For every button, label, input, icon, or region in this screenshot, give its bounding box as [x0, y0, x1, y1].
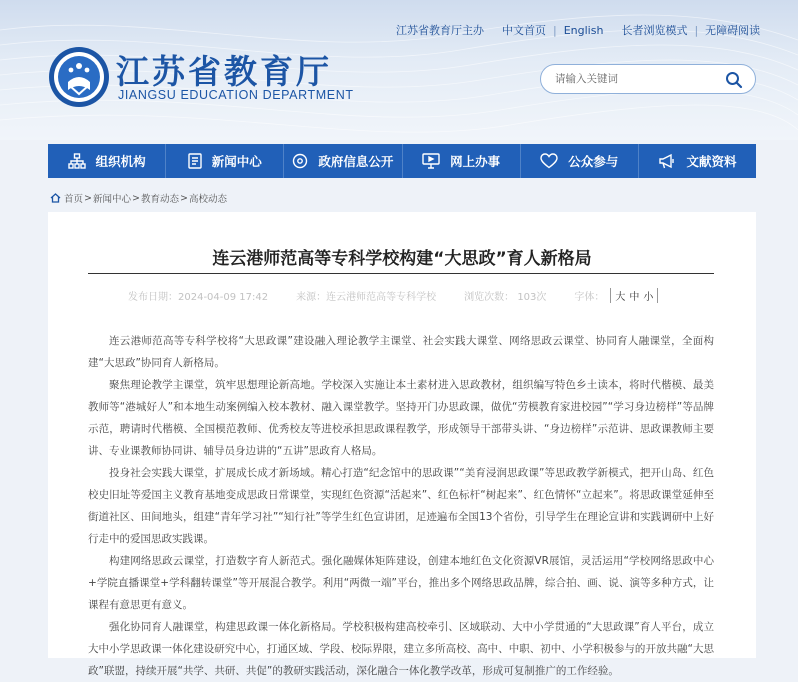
org-chart-icon: [68, 153, 86, 169]
document-icon: [188, 153, 202, 169]
eye-icon: [292, 153, 308, 169]
heart-icon: [540, 153, 558, 169]
home-icon[interactable]: [50, 193, 61, 203]
article-body: [88, 330, 714, 682]
title-divider: [88, 273, 714, 274]
breadcrumb: [50, 191, 227, 205]
education-emblem-icon[interactable]: [48, 46, 110, 108]
home-link[interactable]: 中文首页: [502, 24, 546, 37]
nav-literature[interactable]: [639, 144, 756, 178]
nav-label: 公众参与: [568, 154, 619, 169]
article-source: 来源：连云港师范高等专科学校: [296, 292, 437, 303]
nav-online-service[interactable]: [403, 144, 521, 178]
breadcrumb-separator: >: [84, 192, 92, 204]
article-paragraph: 连云港师范高等专科学校将“大思政课”建设融入理论教学主课堂、社会实践大课堂、网络思政云课堂、协同育人融课堂，全面构建“大思政”协同育人新格局。: [88, 335, 714, 369]
search-input[interactable]: [555, 73, 715, 85]
nav-label: 新闻中心: [211, 154, 262, 169]
nav-label: 文献资料: [686, 154, 737, 169]
separator: |: [553, 23, 557, 37]
nav-label: 组织机构: [95, 154, 146, 169]
site-subtitle: JIANGSU EDUCATION DEPARTMENT: [118, 88, 354, 102]
nav-org[interactable]: [48, 144, 166, 178]
font-small-button[interactable]: 小: [643, 292, 654, 303]
nav-gov-info[interactable]: [284, 144, 402, 178]
article-meta: [128, 288, 658, 303]
font-medium-button[interactable]: 中: [629, 292, 640, 303]
host-link[interactable]: 江苏省教育厅主办: [396, 24, 484, 37]
font-size-label: 字体：: [574, 292, 605, 303]
elderly-mode-link[interactable]: 长者浏览模式: [621, 24, 688, 37]
font-large-button[interactable]: 大: [615, 292, 626, 303]
article-title: 连云港师范高等专科学校构建“大思政”育人新格局: [212, 249, 592, 269]
publish-date: 发布日期：2024-04-09 17:42: [128, 292, 269, 303]
search-box: [540, 64, 756, 94]
article-paragraph: 投身社会实践大课堂，扩展成长成才新场域。精心打造“纪念馆中的思政课”“美育浸润思政课”等思政教学新模式，把开山岛、红色校史旧址等爱国主义教育基地变成思政日常课堂，实现红色资源“活起来”、红色标杆“树起来”、红色情怀“立起来”。将思政课堂延伸至街道社区、田间地头，组建“青年学习社”“知行社”等学生红色宣讲团，足迹遍布全国13个省份，引导学生在理论宣讲和实践调研中上好行走中的爱国思政实践课。: [88, 467, 714, 545]
article-panel: [48, 212, 756, 677]
top-links-bar: [396, 22, 760, 38]
article-paragraph: 聚焦理论教学主课堂，筑牢思想理论新高地。学校深入实施让本土素材进入思政教材，组织编写特色乡土读本，将时代楷模、最美教师等“港城好人”和本地生动案例编入校本教材、融入课堂教学。坚持开门办思政课，做优“劳模教育家进校园”“学习身边榜样”等品牌示范，聘请时代楷模、全国模范教师、优秀校友等进校承担思政课程教学，形成领导干部带头讲、“身边榜样”示范讲、思政课教师主要讲、专业课教师协同讲、辅导员身边讲的“五讲”思政育人格局。: [88, 379, 714, 457]
breadcrumb-news[interactable]: 新闻中心: [92, 194, 131, 205]
view-count: [464, 288, 546, 303]
monitor-icon: [422, 153, 440, 169]
megaphone-icon: [658, 153, 676, 169]
accessible-reading-link[interactable]: 无障碍阅读: [705, 24, 761, 37]
view-count-value: 103次: [517, 292, 547, 303]
article-paragraph: 强化协同育人融课堂，构建思政课一体化新格局。学校积极构建高校牵引、区域联动、大中小学贯通的“大思政课”育人平台，成立大中小学思政课一体化建设研究中心，打通区域、学段、校际界限，建立多所高校、高中、中职、初中、小学积极参与的开放共融“大思政”联盟，持续开展“共学、共研、共促”的教研实践活动，深化融合一体化教学改革，形成可复制推广的工作经验。: [88, 621, 714, 677]
nav-label: 政府信息公开: [318, 154, 394, 169]
main-nav: [48, 144, 756, 178]
site-title[interactable]: 江苏省教育厅: [116, 52, 332, 91]
nav-public[interactable]: [521, 144, 639, 178]
breadcrumb-separator: >: [132, 192, 140, 204]
breadcrumb-university-news[interactable]: 高校动态: [188, 194, 227, 205]
breadcrumb-home[interactable]: 首页: [64, 194, 84, 205]
separator: |: [694, 23, 699, 37]
breadcrumb-separator: >: [179, 192, 188, 204]
article-paragraph: 构建网络思政云课堂，打造数字育人新范式。强化融媒体矩阵建设，创建本地红色文化资源VR展馆，灵活运用“学校网络思政中心+学院直播课堂+学科翻转课堂”等开展混合教学。利用“两微一端”平台，推出多个网络思政品牌，综合拍、画、说、演等多种方式，让课程有意思更有意义。: [88, 555, 714, 611]
nav-news[interactable]: [166, 144, 284, 178]
breadcrumb-edu-news[interactable]: 教育动态: [140, 194, 179, 205]
view-count-label: 浏览次数：: [464, 292, 515, 303]
nav-label: 网上办事: [450, 154, 501, 169]
english-link[interactable]: English: [563, 23, 604, 37]
font-size-selector: [610, 288, 658, 303]
search-icon[interactable]: [725, 71, 743, 89]
